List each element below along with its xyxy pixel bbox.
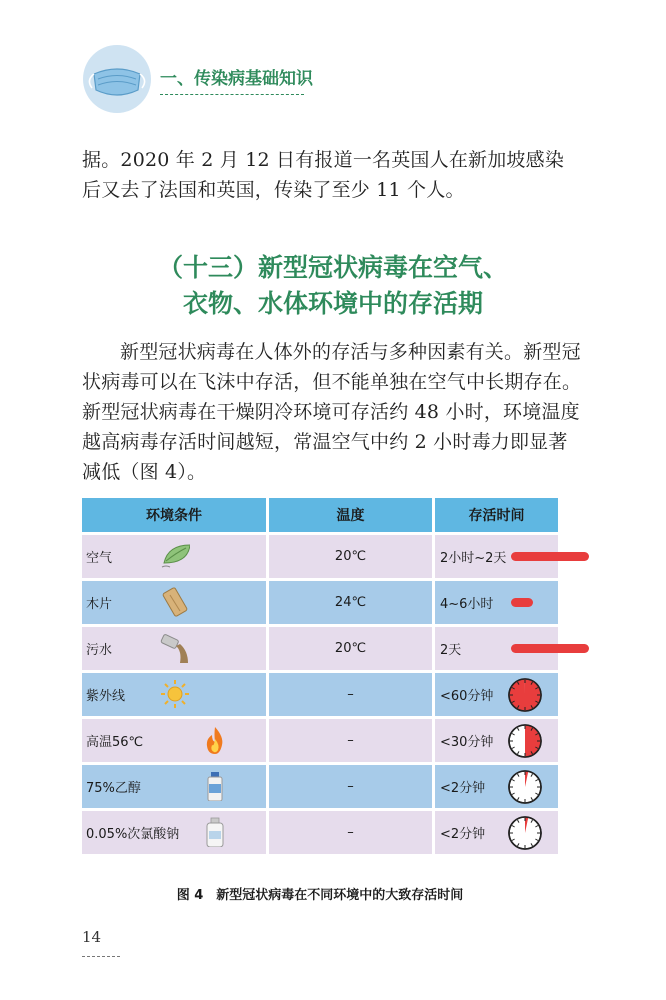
alcohol-bottle-icon xyxy=(200,771,230,801)
survival-cell xyxy=(435,673,558,716)
table-row xyxy=(82,719,558,762)
condition-label: 高温56℃ xyxy=(86,735,144,750)
temperature-cell xyxy=(269,581,432,624)
condition-cell xyxy=(82,765,266,808)
condition-label: 75%乙醇 xyxy=(86,781,141,796)
temperature-cell xyxy=(269,535,432,578)
survival-cell xyxy=(435,535,558,578)
clock-icon xyxy=(507,677,543,713)
condition-cell xyxy=(82,719,266,762)
section-title xyxy=(60,250,606,322)
flame-icon xyxy=(200,725,230,755)
condition-label: 污水 xyxy=(86,643,113,658)
table-header-row xyxy=(82,498,558,532)
survival-cell xyxy=(435,719,558,762)
survival-time: <2分钟 xyxy=(440,827,486,842)
survival-bar xyxy=(511,644,589,653)
clock-icon xyxy=(507,723,543,759)
survival-time: 2小时~2天 xyxy=(440,551,507,566)
condition-label: 空气 xyxy=(86,551,113,566)
header-divider xyxy=(160,94,304,95)
condition-cell xyxy=(82,673,266,716)
table-header-cell xyxy=(82,498,266,532)
chapter-title: 一、传染病基础知识 xyxy=(160,69,313,89)
temperature-value: – xyxy=(347,687,354,702)
section-title-line-2: 衣物、水体环境中的存活期 xyxy=(182,289,483,318)
body-paragraph-1: 据。2020 年 2 月 12 日有报道一名英国人在新加坡感染后又去了法国和英国，传染了至少 11 个人。 xyxy=(82,149,565,201)
temperature-value: – xyxy=(347,733,354,748)
temperature-value: 24℃ xyxy=(334,595,367,610)
survival-cell xyxy=(435,765,558,808)
temperature-cell xyxy=(269,673,432,716)
wood-chip-icon xyxy=(160,587,190,617)
survival-cell xyxy=(435,811,558,854)
face-mask-icon xyxy=(82,44,152,114)
table-row xyxy=(82,811,558,854)
hypochlorite-bottle-icon xyxy=(200,817,230,847)
survival-bar xyxy=(511,552,589,561)
survival-time: <2分钟 xyxy=(440,781,486,796)
page-number-divider xyxy=(82,956,120,957)
table-header-label: 存活时间 xyxy=(468,508,525,524)
condition-cell xyxy=(82,535,266,578)
page-number: 14 xyxy=(82,928,102,946)
temperature-value: – xyxy=(347,825,354,840)
survival-cell xyxy=(435,627,558,670)
survival-time: <30分钟 xyxy=(440,735,494,750)
table-header-cell xyxy=(269,498,432,532)
section-title-line-1: （十三）新型冠状病毒在空气、 xyxy=(157,253,508,282)
sun-icon xyxy=(160,679,190,709)
temperature-cell xyxy=(269,627,432,670)
condition-label: 木片 xyxy=(86,597,113,612)
table-row xyxy=(82,765,558,808)
leaf-icon xyxy=(160,541,190,571)
condition-cell xyxy=(82,627,266,670)
table-row xyxy=(82,581,558,624)
condition-cell xyxy=(82,581,266,624)
survival-bar xyxy=(511,598,533,607)
temperature-value: – xyxy=(347,779,354,794)
table-row xyxy=(82,535,558,578)
chapter-header xyxy=(82,44,322,116)
clock-icon xyxy=(507,769,543,805)
condition-cell xyxy=(82,811,266,854)
table-row xyxy=(82,673,558,716)
condition-label: 紫外线 xyxy=(86,689,126,704)
table-header-cell xyxy=(435,498,558,532)
temperature-value: 20℃ xyxy=(334,549,367,564)
table-header-label: 温度 xyxy=(336,508,365,524)
survival-time: <60分钟 xyxy=(440,689,494,704)
clock-icon xyxy=(507,815,543,851)
temperature-cell xyxy=(269,811,432,854)
figure-caption: 图 4 新型冠状病毒在不同环境中的大致存活时间 xyxy=(176,888,464,903)
survival-cell xyxy=(435,581,558,624)
survival-table xyxy=(82,498,558,870)
sewage-pipe-icon xyxy=(160,633,190,663)
table-row xyxy=(82,627,558,670)
temperature-value: 20℃ xyxy=(334,641,367,656)
body-paragraph-2: 新型冠状病毒在人体外的存活与多种因素有关。新型冠状病毒可以在飞沫中存活，但不能单独在空气中长期存在。新型冠状病毒在干燥阴冷环境可存活约 48 小时，环境温度越高病毒存活时间越短，常温空气中约 2 小时毒力即显著减低（图 4）。 xyxy=(82,341,582,483)
survival-time: 4~6小时 xyxy=(440,597,494,612)
survival-time: 2天 xyxy=(440,643,462,658)
table-header-label: 环境条件 xyxy=(146,508,202,524)
condition-label: 0.05%次氯酸钠 xyxy=(86,827,180,842)
temperature-cell xyxy=(269,765,432,808)
temperature-cell xyxy=(269,719,432,762)
